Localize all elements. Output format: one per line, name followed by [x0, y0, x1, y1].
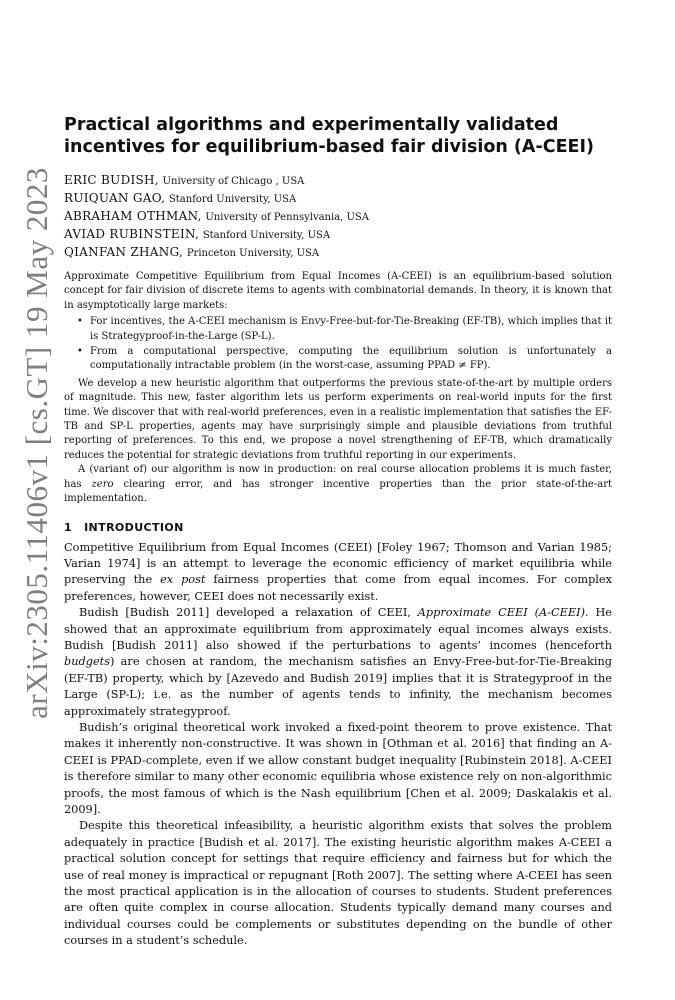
author-name: ERIC BUDISH, [64, 173, 159, 187]
body-text: ) are chosen at random, the mechanism satisfies an Envy-Free-but-for-Tie-Breaking (EF-TB) property, which by [Azevedo and Budish 2019] implies that it is Strategyproof in the Large (SP-L); i.e. as the number of agents tends to infinity, the mechanism becomes approximately strategyproof. [64, 655, 612, 718]
section-title: INTRODUCTION [84, 520, 184, 534]
author-entry [64, 226, 612, 244]
author-affiliation: Princeton University, USA [186, 248, 320, 259]
paper-content [64, 114, 612, 950]
abstract-text: A (variant of) our algorithm is now in production: on real course allocation problems it is much faster, has [64, 464, 612, 490]
title-line-1: Practical algorithms and experimentally validated [64, 115, 559, 135]
author-entry [64, 190, 612, 208]
author-affiliation: Stanford University, USA [202, 230, 331, 241]
author-entry [64, 244, 612, 262]
abstract-paragraph-3 [64, 463, 612, 506]
section-heading-introduction [64, 521, 612, 534]
introduction-body [64, 540, 612, 950]
author-list [64, 172, 612, 262]
author-affiliation: University of Chicago , USA [162, 176, 305, 187]
abstract-bullet-text: From a computational perspective, computing the equilibrium solution is unfortunately a computationally intractable problem (in the worst-case, assuming PPAD ≠ FP). [90, 346, 612, 372]
abstract-bullet-text: For incentives, the A-CEEI mechanism is Envy-Free-but-for-Tie-Breaking (EF-TB), which implies that it is Strategyproof-in-the-Large (SP-L). [90, 316, 612, 342]
abstract-bullet-item [77, 315, 612, 344]
body-paragraph-2 [64, 605, 612, 720]
body-text: fairness properties that come from equal incomes. For complex preferences, however, CEEI does not necessarily exist. [64, 573, 612, 603]
abstract-emphasis: zero [91, 478, 114, 490]
body-emphasis: ex post [160, 573, 206, 587]
arxiv-identifier-stamp [8, 167, 66, 719]
body-paragraph-1 [64, 540, 612, 606]
body-emphasis: Approximate CEEI (A-CEEI). [417, 606, 589, 620]
bullet-icon: • [77, 346, 83, 358]
bullet-icon: • [77, 316, 83, 328]
body-emphasis: budgets [64, 655, 110, 669]
body-paragraph-4: Despite this theoretical infeasibility, a heuristic algorithm exists that solves the problem adequately in practice [Budish et al. 2017]. The existing heuristic algorithm makes A-CEEI a practical solution concept for settings that require efficiency and fairness but for which the use of real money is impractical or repugnant [Roth 2007]. The setting where A-CEEI has seen the most practical application is in the allocation of courses to students. Student preferences are often quite complex in course allocation. Students typically demand many courses and individual courses could be complements or substitutes depending on the bundle of other courses in a student’s schedule. [64, 819, 612, 948]
section-number: 1 [64, 520, 73, 534]
abstract [64, 270, 612, 507]
abstract-bullet-item [77, 345, 612, 374]
body-text: He showed that an approximate equilibrium from approximately equal incomes always exists. Budish [Budish 2011] also showed if the perturbations to agents’ incomes (henceforth [64, 606, 612, 652]
paper-title [64, 114, 612, 158]
title-line-2: incentives for equilibrium-based fair division (A-CEEI) [64, 137, 594, 157]
abstract-text: clearing error, and has stronger incentive properties than the prior state-of-the-art implementation. [64, 478, 612, 505]
abstract-paragraph-2: We develop a new heuristic algorithm that outperforms the previous state-of-the-art by multiple orders of magnitude. This new, faster algorithm lets us perform experiments on real-world inputs for the first time. We discover that with real-world preferences, even in a realistic implementation that satisfies the EF-TB and SP-L properties, agents may have surprisingly simple and plausible deviations from truthful reporting of preferences. To this end, we propose a novel strengthening of EF-TB, which dramatically reduces the potential for strategic deviations from truthful reporting in our experiments. [64, 377, 612, 461]
author-name: RUIQUAN GAO, [64, 191, 166, 205]
body-text: Competitive Equilibrium from Equal Incomes (CEEI) [Foley 1967; Thomson and Varian 1985; Varian 1974] is an attempt to leverage the economic efficiency of market equilibria while preserving the [64, 540, 612, 587]
abstract-intro: Approximate Competitive Equilibrium from Equal Incomes (A-CEEI) is an equilibrium-based solution concept for fair division of discrete items to agents with combinatorial demands. In theory, it is known that in asymptotically large markets: [64, 271, 612, 311]
arxiv-identifier-text: arXiv:2305.11406v1 [cs.GT] 19 May 2023 [19, 167, 55, 719]
author-name: ABRAHAM OTHMAN, [64, 209, 202, 223]
author-name: AVIAD RUBINSTEIN, [64, 227, 200, 241]
author-affiliation: Stanford University, USA [168, 194, 297, 205]
abstract-bullet-list [64, 315, 612, 374]
author-entry [64, 172, 612, 190]
author-name: QIANFAN ZHANG, [64, 245, 184, 259]
body-paragraph-3: Budish’s original theoretical work invoked a fixed-point theorem to prove existence. That makes it inherently non-constructive. It was shown in [Othman et al. 2016] that finding an A-CEEI is PPAD-complete, even if we allow constant budget inequality [Rubinstein 2018]. A-CEEI is therefore similar to many other economic equilibria whose existence rely on non-algorithmic proofs, the most famous of which is the Nash equilibrium [Chen et al. 2009; Daskalakis et al. 2009]. [64, 720, 612, 816]
author-affiliation: University of Pennsylvania, USA [205, 212, 370, 223]
author-entry [64, 208, 612, 226]
body-text: Budish [Budish 2011] developed a relaxation of CEEI, [79, 606, 418, 620]
